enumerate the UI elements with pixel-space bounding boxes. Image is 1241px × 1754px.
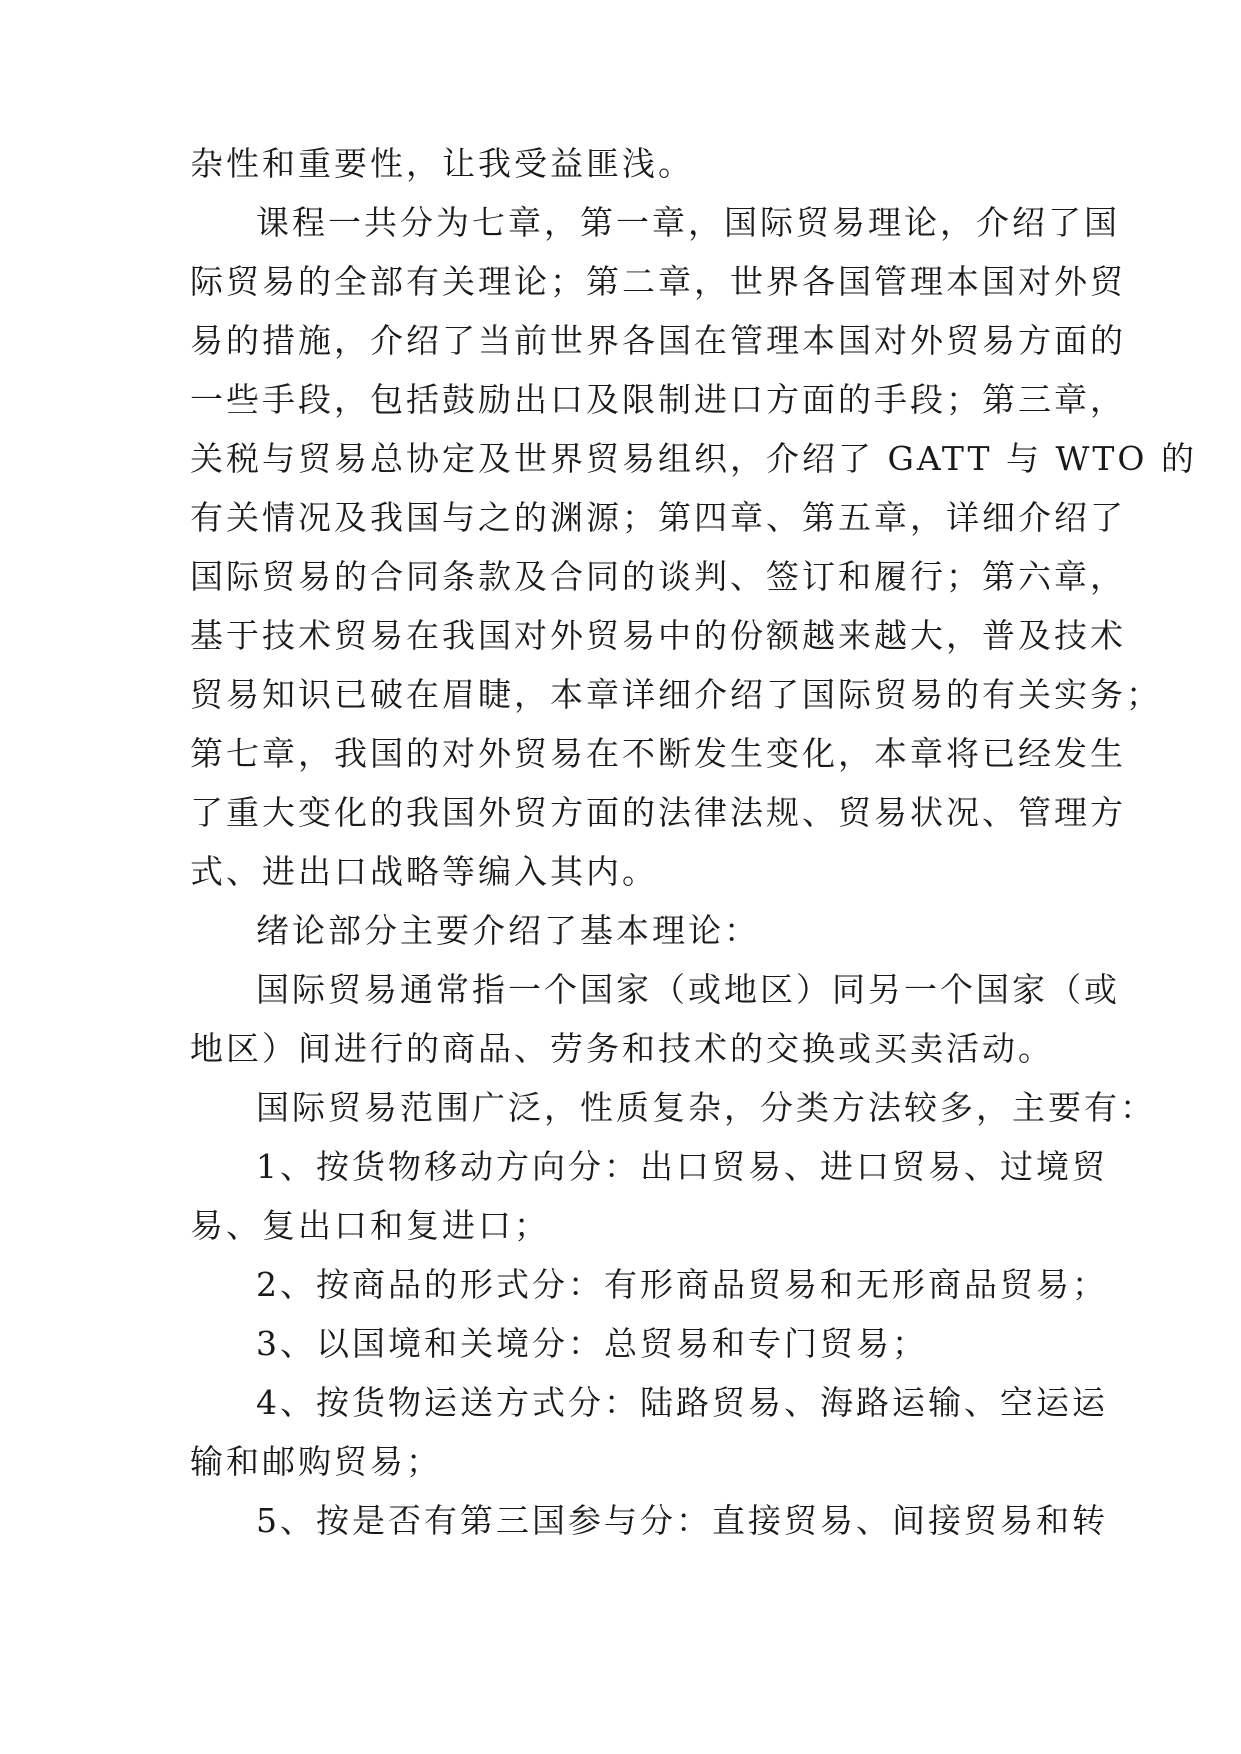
text-line: 关税与贸易总协定及世界贸易组织，介绍了 GATT 与 WTO 的 bbox=[190, 439, 1197, 478]
text-line: 输和邮购贸易； bbox=[190, 1442, 442, 1481]
text-line: 国际贸易通常指一个国家（或地区）同另一个国家（或 bbox=[256, 970, 1120, 1009]
text-line: 绪论部分主要介绍了基本理论： bbox=[256, 911, 760, 950]
text-line: 4、按货物运送方式分：陆路贸易、海路运输、空运运 bbox=[256, 1383, 1108, 1422]
text-line: 杂性和重要性，让我受益匪浅。 bbox=[190, 144, 694, 183]
text-line: 易、复出口和复进口； bbox=[190, 1206, 550, 1245]
text-line: 课程一共分为七章，第一章，国际贸易理论，介绍了国 bbox=[256, 203, 1120, 242]
text-line: 5、按是否有第三国参与分：直接贸易、间接贸易和转 bbox=[256, 1501, 1108, 1540]
text-line: 际贸易的全部有关理论；第二章，世界各国管理本国对外贸 bbox=[190, 262, 1126, 301]
text-line: 一些手段，包括鼓励出口及限制进口方面的手段；第三章， bbox=[190, 380, 1126, 419]
text-line: 地区）间进行的商品、劳务和技术的交换或买卖活动。 bbox=[190, 1029, 1054, 1068]
text-line: 3、以国境和关境分：总贸易和专门贸易； bbox=[256, 1324, 928, 1363]
text-line: 有关情况及我国与之的渊源；第四章、第五章，详细介绍了 bbox=[190, 498, 1126, 537]
text-line: 国际贸易范围广泛，性质复杂，分类方法较多，主要有： bbox=[256, 1088, 1156, 1127]
text-line: 易的措施，介绍了当前世界各国在管理本国对外贸易方面的 bbox=[190, 321, 1126, 360]
text-line: 贸易知识已破在眉睫，本章详细介绍了国际贸易的有关实务； bbox=[190, 675, 1162, 714]
text-line: 式、进出口战略等编入其内。 bbox=[190, 852, 658, 891]
text-line: 了重大变化的我国外贸方面的法律法规、贸易状况、管理方 bbox=[190, 793, 1126, 832]
text-line: 1、按货物移动方向分：出口贸易、进口贸易、过境贸 bbox=[256, 1147, 1108, 1186]
text-line: 第七章，我国的对外贸易在不断发生变化，本章将已经发生 bbox=[190, 734, 1126, 773]
text-line: 2、按商品的形式分：有形商品贸易和无形商品贸易； bbox=[256, 1265, 1108, 1304]
text-line: 基于技术贸易在我国对外贸易中的份额越来越大，普及技术 bbox=[190, 616, 1126, 655]
text-line: 国际贸易的合同条款及合同的谈判、签订和履行；第六章， bbox=[190, 557, 1126, 596]
